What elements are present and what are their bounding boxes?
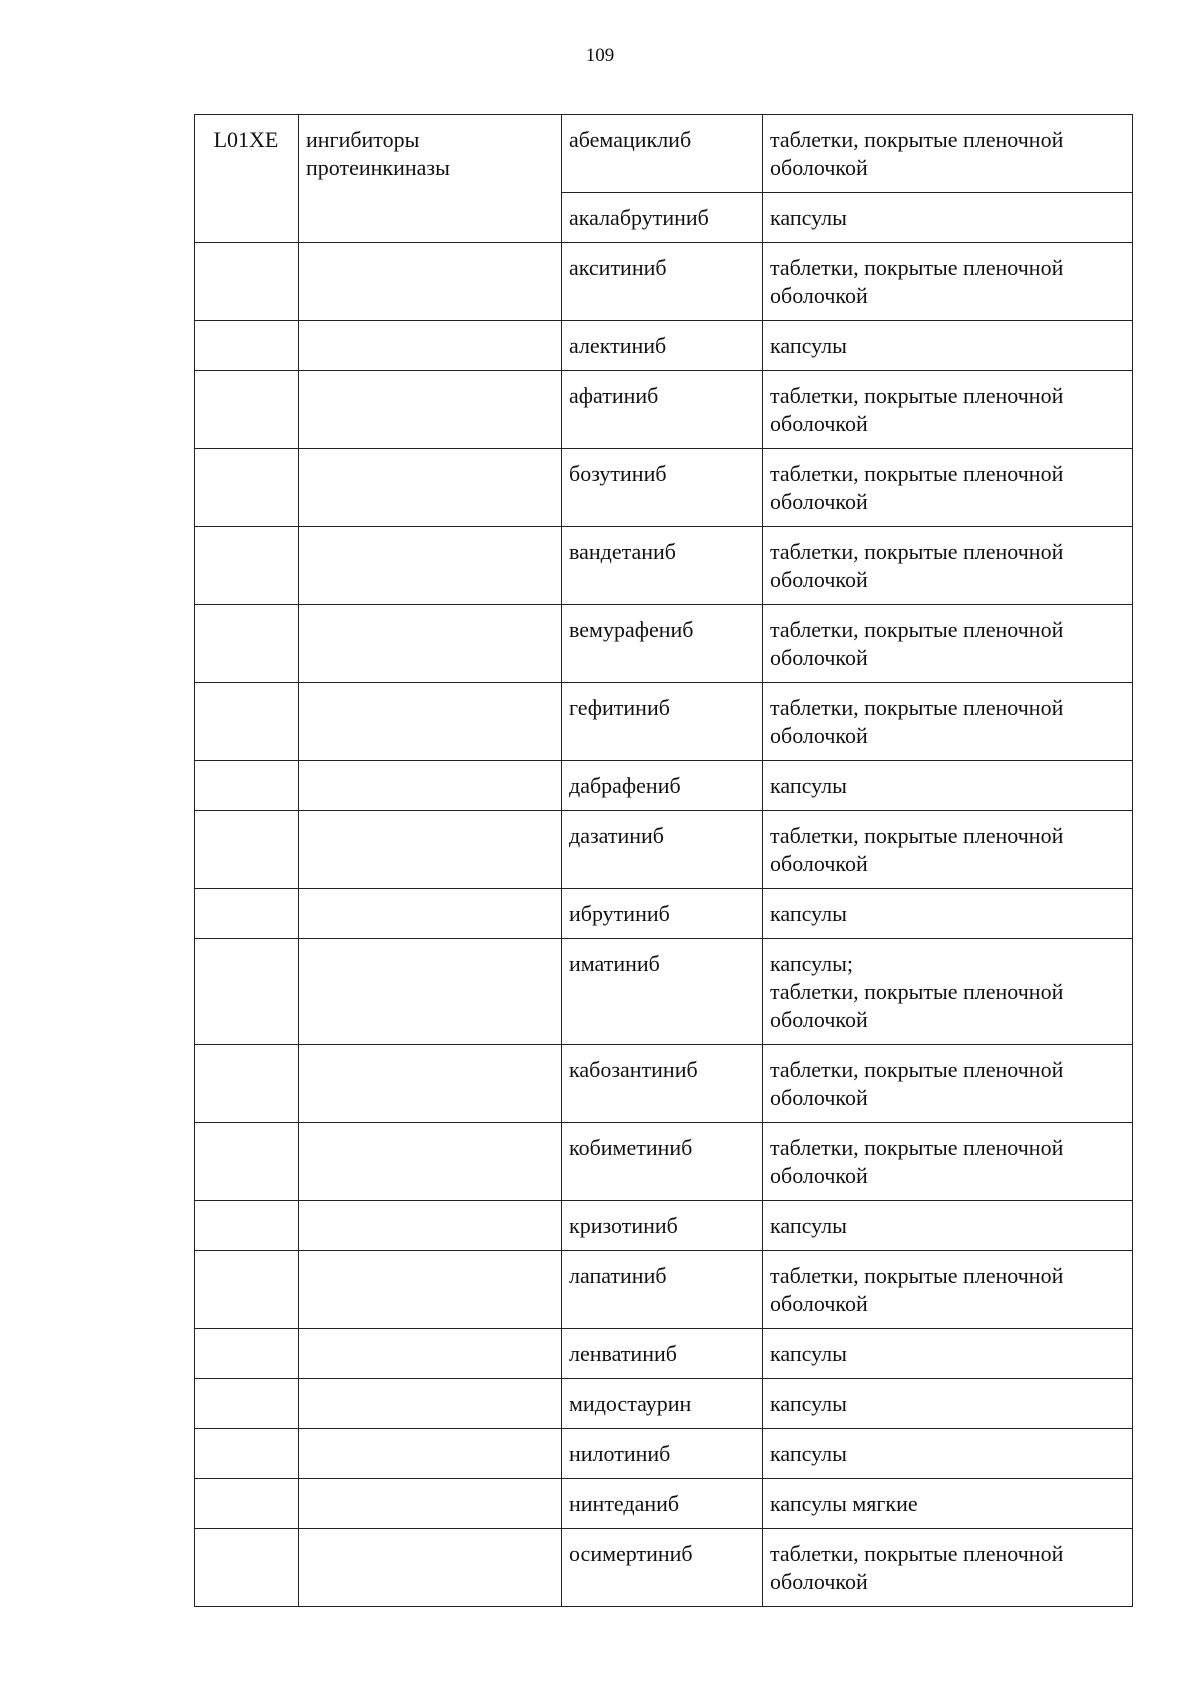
group-name-cell — [299, 321, 562, 371]
atc-code-cell — [195, 1429, 299, 1479]
dosage-form-cell: капсулы — [763, 1329, 1133, 1379]
dosage-form-cell: капсулы — [763, 889, 1133, 939]
dosage-form-cell: таблетки, покрытые пленочной оболочкой — [763, 811, 1133, 889]
drug-name-cell: ленватиниб — [562, 1329, 763, 1379]
table-row — [195, 1379, 1133, 1429]
group-name-cell — [299, 449, 562, 527]
drug-name-cell: дабрафениб — [562, 761, 763, 811]
atc-code-cell — [195, 811, 299, 889]
table-row — [195, 889, 1133, 939]
drug-name-cell: кабозантиниб — [562, 1045, 763, 1123]
table-row — [195, 1123, 1133, 1201]
dosage-form-cell: таблетки, покрытые пленочной оболочкой — [763, 605, 1133, 683]
drug-name-cell: нинтеданиб — [562, 1479, 763, 1529]
dosage-form-cell: капсулы — [763, 321, 1133, 371]
group-name-cell — [299, 1429, 562, 1479]
drug-name-cell: гефитиниб — [562, 683, 763, 761]
table-row — [195, 371, 1133, 449]
group-name-cell — [299, 811, 562, 889]
table-row — [195, 1329, 1133, 1379]
atc-code-cell — [195, 321, 299, 371]
drug-name-cell: осимертиниб — [562, 1529, 763, 1607]
group-name-cell — [299, 605, 562, 683]
dosage-form-cell: таблетки, покрытые пленочной оболочкой — [763, 371, 1133, 449]
dosage-form-cell: таблетки, покрытые пленочной оболочкой — [763, 243, 1133, 321]
table-row — [195, 321, 1133, 371]
drug-name-cell: бозутиниб — [562, 449, 763, 527]
atc-code-cell — [195, 371, 299, 449]
table-row — [195, 1251, 1133, 1329]
table-row — [195, 1045, 1133, 1123]
drug-name-cell: кобиметиниб — [562, 1123, 763, 1201]
drug-name-cell: иматиниб — [562, 939, 763, 1045]
group-name-cell — [299, 527, 562, 605]
table-row — [195, 605, 1133, 683]
dosage-form-cell: таблетки, покрытые пленочной оболочкой — [763, 1123, 1133, 1201]
atc-code-cell — [195, 605, 299, 683]
group-name-cell — [299, 1123, 562, 1201]
dosage-form-cell: капсулы — [763, 1429, 1133, 1479]
atc-code-cell — [195, 1201, 299, 1251]
atc-code-cell — [195, 1123, 299, 1201]
group-name-cell — [299, 1379, 562, 1429]
drug-name-cell: акалабрутиниб — [562, 193, 763, 243]
group-name-cell — [299, 1479, 562, 1529]
dosage-form-cell: таблетки, покрытые пленочной оболочкой — [763, 115, 1133, 193]
group-name-cell: ингибиторы протеинкиназы — [299, 115, 562, 243]
table-row — [195, 1479, 1133, 1529]
table-row — [195, 527, 1133, 605]
table-row — [195, 449, 1133, 527]
table-row — [195, 1201, 1133, 1251]
atc-code-cell — [195, 527, 299, 605]
atc-code-cell — [195, 1329, 299, 1379]
group-name-cell — [299, 1201, 562, 1251]
drug-name-cell: дазатиниб — [562, 811, 763, 889]
drug-name-cell: лапатиниб — [562, 1251, 763, 1329]
atc-code-cell — [195, 1379, 299, 1429]
atc-code-cell — [195, 889, 299, 939]
atc-code-cell — [195, 761, 299, 811]
group-name-cell — [299, 761, 562, 811]
group-name-cell — [299, 1045, 562, 1123]
dosage-form-cell: таблетки, покрытые пленочной оболочкой — [763, 683, 1133, 761]
dosage-form-cell: таблетки, покрытые пленочной оболочкой — [763, 449, 1133, 527]
drug-name-cell: афатиниб — [562, 371, 763, 449]
drug-name-cell: вандетаниб — [562, 527, 763, 605]
group-name-cell — [299, 1529, 562, 1607]
atc-code-cell — [195, 1045, 299, 1123]
drug-table — [194, 114, 1133, 1607]
group-name-cell — [299, 1329, 562, 1379]
drug-name-cell: ибрутиниб — [562, 889, 763, 939]
drug-name-cell: мидостаурин — [562, 1379, 763, 1429]
atc-code-cell: L01XE — [195, 115, 299, 243]
table-body — [195, 115, 1133, 1607]
table-row — [195, 683, 1133, 761]
drug-name-cell: вемурафениб — [562, 605, 763, 683]
dosage-form-cell: капсулы; таблетки, покрытые пленочной оболочкой — [763, 939, 1133, 1045]
atc-code-cell — [195, 1479, 299, 1529]
dosage-form-cell: таблетки, покрытые пленочной оболочкой — [763, 1251, 1133, 1329]
atc-code-cell — [195, 243, 299, 321]
dosage-form-cell: капсулы мягкие — [763, 1479, 1133, 1529]
atc-code-cell — [195, 683, 299, 761]
group-name-cell — [299, 889, 562, 939]
atc-code-cell — [195, 939, 299, 1045]
group-name-cell — [299, 243, 562, 321]
drug-name-cell: абемациклиб — [562, 115, 763, 193]
atc-code-cell — [195, 1529, 299, 1607]
group-name-cell — [299, 939, 562, 1045]
dosage-form-cell: таблетки, покрытые пленочной оболочкой — [763, 527, 1133, 605]
table-row — [195, 243, 1133, 321]
table-row — [195, 811, 1133, 889]
dosage-form-cell: капсулы — [763, 1201, 1133, 1251]
atc-code-cell — [195, 449, 299, 527]
table-row — [195, 761, 1133, 811]
table-row — [195, 1429, 1133, 1479]
table-row — [195, 939, 1133, 1045]
page-number: 109 — [585, 45, 615, 66]
drug-name-cell: алектиниб — [562, 321, 763, 371]
drug-name-cell: нилотиниб — [562, 1429, 763, 1479]
table-row — [195, 115, 1133, 193]
group-name-cell — [299, 371, 562, 449]
group-name-cell — [299, 1251, 562, 1329]
drug-name-cell: кризотиниб — [562, 1201, 763, 1251]
atc-code-cell — [195, 1251, 299, 1329]
table-row — [195, 1529, 1133, 1607]
dosage-form-cell: таблетки, покрытые пленочной оболочкой — [763, 1529, 1133, 1607]
dosage-form-cell: капсулы — [763, 193, 1133, 243]
drug-name-cell: акситиниб — [562, 243, 763, 321]
dosage-form-cell: капсулы — [763, 1379, 1133, 1429]
dosage-form-cell: таблетки, покрытые пленочной оболочкой — [763, 1045, 1133, 1123]
group-name-cell — [299, 683, 562, 761]
dosage-form-cell: капсулы — [763, 761, 1133, 811]
